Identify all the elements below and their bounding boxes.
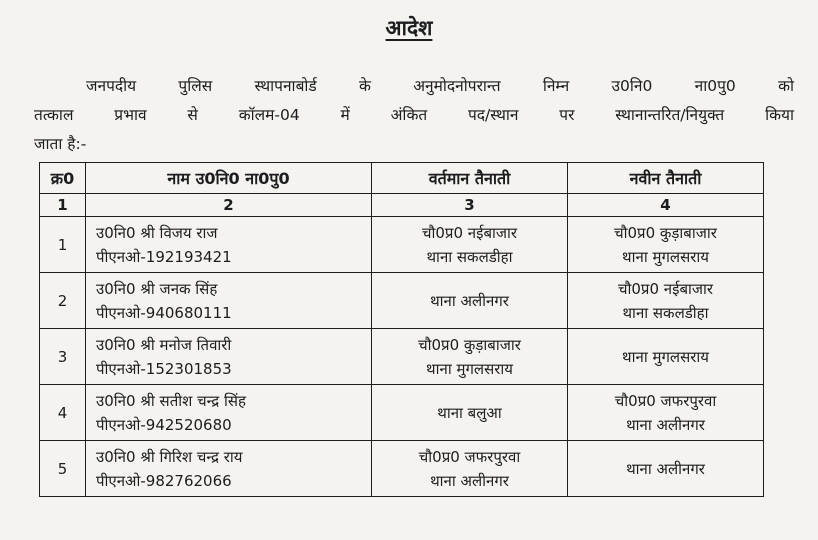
- column-number: 3: [372, 194, 568, 217]
- column-number: 1: [40, 194, 86, 217]
- header-new-posting: नवीन तैनाती: [568, 163, 764, 194]
- current-posting-line: थाना मुगलसराय: [426, 359, 513, 378]
- paragraph-line-3: जाता है:-: [34, 135, 87, 153]
- table-row: [40, 385, 764, 441]
- current-posting-line: थाना सकलडीहा: [426, 247, 513, 266]
- officer-name: उ0नि0 श्री मनोज तिवारी: [96, 335, 232, 354]
- serial-cell: 5: [40, 441, 86, 497]
- officer-cell: [86, 273, 372, 329]
- officer-name: उ0नि0 श्री जनक सिंह: [96, 279, 218, 298]
- header-serial: क्र0: [40, 163, 86, 194]
- header-current-posting: वर्तमान तैनाती: [372, 163, 568, 194]
- officer-cell: [86, 329, 372, 385]
- current-posting-cell: [372, 329, 568, 385]
- order-paragraph: [34, 72, 794, 159]
- serial-cell: 2: [40, 273, 86, 329]
- table-header-row: [40, 163, 764, 194]
- table-row: [40, 329, 764, 385]
- column-number-row: [40, 194, 764, 217]
- current-posting-line: चौ0प्र0 नईबाजार: [421, 223, 518, 242]
- officer-cell: [86, 217, 372, 273]
- new-posting-line: चौ0प्र0 नईबाजार: [617, 279, 714, 298]
- paragraph-line-1: जनपदीय पुलिस स्थापनाबोर्ड के अनुमोदनोपरान्त निम्न उ0नि0 ना0पु0 को: [86, 77, 794, 95]
- officer-pno: पीएनओ-152301853: [96, 359, 232, 378]
- table-row: [40, 273, 764, 329]
- transfer-table: [39, 162, 764, 497]
- current-posting-line: थाना बलुआ: [437, 403, 502, 422]
- officer-pno: पीएनओ-940680111: [96, 303, 232, 322]
- new-posting-line: थाना सकलडीहा: [622, 303, 709, 322]
- serial-cell: 3: [40, 329, 86, 385]
- officer-cell: [86, 385, 372, 441]
- new-posting-line: थाना मुगलसराय: [622, 247, 709, 266]
- officer-pno: पीएनओ-942520680: [96, 415, 232, 434]
- officer-name: उ0नि0 श्री गिरिश चन्द्र राय: [96, 447, 243, 466]
- table-row: [40, 441, 764, 497]
- officer-cell: [86, 441, 372, 497]
- new-posting-line: चौ0प्र0 कुड़ाबाजार: [614, 223, 717, 242]
- current-posting-line: चौ0प्र0 कुड़ाबाजार: [418, 335, 521, 354]
- new-posting-cell: [568, 273, 764, 329]
- table-row: [40, 217, 764, 273]
- new-posting-cell: [568, 329, 764, 385]
- new-posting-line: थाना अलीनगर: [626, 459, 705, 478]
- new-posting-line: थाना अलीनगर: [626, 415, 705, 434]
- new-posting-line: चौ0प्र0 जफरपुरवा: [614, 391, 717, 410]
- new-posting-line: थाना मुगलसराय: [622, 347, 709, 366]
- new-posting-cell: [568, 385, 764, 441]
- officer-pno: पीएनओ-192193421: [96, 247, 232, 266]
- officer-name: उ0नि0 श्री विजय राज: [96, 223, 218, 242]
- new-posting-cell: [568, 441, 764, 497]
- column-number: 4: [568, 194, 764, 217]
- current-posting-cell: [372, 385, 568, 441]
- current-posting-cell: [372, 441, 568, 497]
- serial-cell: 1: [40, 217, 86, 273]
- current-posting-cell: [372, 273, 568, 329]
- document-title: [0, 14, 818, 42]
- new-posting-cell: [568, 217, 764, 273]
- serial-cell: 4: [40, 385, 86, 441]
- current-posting-cell: [372, 217, 568, 273]
- document-title-text: आदेश: [385, 16, 433, 40]
- current-posting-line: चौ0प्र0 जफरपुरवा: [418, 447, 521, 466]
- current-posting-line: थाना अलीनगर: [430, 291, 509, 310]
- officer-name: उ0नि0 श्री सतीश चन्द्र सिंह: [96, 391, 246, 410]
- current-posting-line: थाना अलीनगर: [430, 471, 509, 490]
- column-number: 2: [86, 194, 372, 217]
- officer-pno: पीएनओ-982762066: [96, 471, 232, 490]
- header-name: नाम उ0नि0 ना0पु0: [86, 163, 372, 194]
- paragraph-line-2: तत्काल प्रभाव से कॉलम-04 में अंकित पद/स्थान पर स्थानान्तरित/नियुक्त किया: [34, 106, 794, 124]
